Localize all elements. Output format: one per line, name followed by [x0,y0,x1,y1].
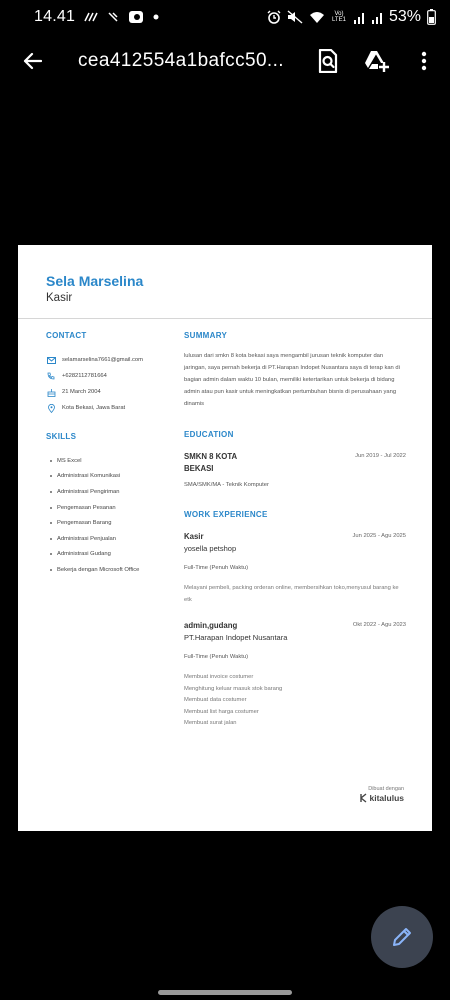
resume-name: Sela Marselina [46,273,144,289]
header-divider [18,318,432,319]
job-duty: Menghitung keluar masuk stok barang [184,685,283,692]
signal-icon-2 [371,10,383,24]
kitalulus-watermark [354,786,404,803]
bullet-icon [50,491,52,493]
job-entry [184,620,406,730]
status-time: 14.41 [34,8,76,25]
education-dates: Jun 2019 - Jul 2022 [355,453,406,459]
skills-title: SKILLS [46,432,77,441]
education-title: EDUCATION [184,430,234,439]
signal-icon-1 [353,10,365,24]
more-options-button[interactable] [404,41,444,81]
contact-location [46,400,176,416]
add-to-drive-button[interactable] [356,41,396,81]
alarm-icon [267,10,281,24]
work-title: WORK EXPERIENCE [184,510,268,519]
mail-icon [46,355,56,365]
skill-item [46,515,176,531]
skill-label: Administrasi Pengiriman [57,488,120,495]
location-pin-icon [46,403,56,413]
resume-header [18,245,432,318]
battery-icon [427,10,436,24]
app-bar [0,38,450,84]
contact-email [46,352,176,368]
right-column [184,331,406,730]
edit-fab-button[interactable] [371,906,433,968]
skill-item [46,484,176,500]
bullet-icon [50,522,52,524]
job-duty: Membuat data costumer [184,697,247,703]
skill-item [46,547,176,563]
skill-item [46,500,176,516]
job-position: Kasir [184,532,204,541]
job-position: admin,gudang [184,621,238,630]
skill-label: MS Excel [57,457,82,464]
find-in-page-icon [318,49,338,73]
watermark-label: Dibuat dengan [368,786,404,792]
contact-birthdate [46,384,176,400]
more-vert-icon [421,51,427,71]
contact-location-text: Kota Bekasi, Jawa Barat [62,405,126,411]
bullet-icon [50,475,52,477]
more-notifications-dot-icon [153,10,159,24]
back-button[interactable] [12,41,52,81]
file-title: cea412554a1bafcc50... [78,50,284,71]
skill-label: Administrasi Penjualan [57,535,116,542]
contact-birthdate-text: 21 March 2004 [62,389,101,395]
notification-icon-2 [107,10,119,24]
phone-icon [46,371,56,381]
bullet-icon [50,569,52,571]
notification-icon-3 [128,10,144,24]
skill-item [46,453,176,469]
document-page[interactable] [18,245,432,831]
education-school: SMKN 8 KOTA BEKASI [184,452,237,473]
education-section [184,430,406,488]
contact-title: CONTACT [46,331,87,340]
left-column [46,331,176,578]
add-to-drive-icon [363,50,389,72]
work-section [184,510,406,730]
notification-icon-1 [84,10,98,24]
job-duties [184,583,406,606]
bullet-icon [50,460,52,462]
watermark-brand-text: kitalulus [369,793,404,803]
contact-phone [46,368,176,384]
find-in-page-button[interactable] [308,41,348,81]
bullet-icon [50,553,52,555]
bullet-icon [50,507,52,509]
job-type: Full-Time (Penuh Waktu) [184,654,248,660]
job-type: Full-Time (Penuh Waktu) [184,565,248,571]
resume-role: Kasir [46,292,73,304]
bullet-icon [50,538,52,540]
job-dates: Jun 2025 - Agu 2025 [352,533,406,539]
skill-label: Pengemasan Pesanan [57,504,116,511]
job-dates: Okt 2022 - Agu 2023 [352,622,406,628]
cake-icon [46,387,56,397]
watermark-brand [354,793,404,803]
job-duty: Membuat list harga costumer [184,708,259,715]
skill-label: Pengemasan Barang [57,520,112,527]
edit-pencil-icon [391,926,413,948]
skills-list [46,453,176,578]
mute-icon [287,10,303,24]
wifi-icon [309,10,325,24]
summary-title: SUMMARY [184,331,228,340]
home-indicator[interactable] [158,990,292,995]
skill-item [46,562,176,578]
job-duty: Melayani pembeli, packing orderan online, membersihkan toko,menyusul barang ke etk [184,585,399,603]
back-arrow-icon [22,51,42,71]
job-entry [184,531,406,606]
contact-email-text: selamarselina7661@gmail.com [62,357,143,363]
skills-section [46,432,176,578]
contact-phone-text: +6282112781664 [62,373,107,379]
job-duty: Membuat surat jalan [184,720,237,726]
kitalulus-logo-icon [360,793,368,803]
summary-text: lulusan dari smkn 8 kota bekasi saya mengambil jurusan teknik komputer dan jaringan, saya pernah bekerja di PT.Harapan Indopet Nusantara saya di terap kan di bagian admin dalam waktu 10 bulan, memiliki ketertarikan untuk bekerja di bidang admin atau pun kasir untuk meningkatkan pertumbuhan bisnis di perusahaan yang dinamis [184,353,400,407]
skill-label: Administrasi Komunikasi [57,473,121,480]
skill-label: Administrasi Gudang [57,551,111,558]
skill-item [46,531,176,547]
job-duties [184,672,406,730]
skill-item [46,469,176,485]
status-bar [0,0,450,34]
education-program: SMA/SMK/MA - Teknik Komputer [184,482,269,488]
skill-label: Bekerja dengan Microsoft Office [57,566,140,573]
job-company: PT.Harapan Indopet Nusantara [184,633,288,642]
network-type-label: Vo) LTE1 [332,11,346,23]
job-company: yosella petshop [184,544,237,553]
job-duty: Membuat invoice costumer [184,674,254,680]
battery-percent: 53% [388,8,421,25]
